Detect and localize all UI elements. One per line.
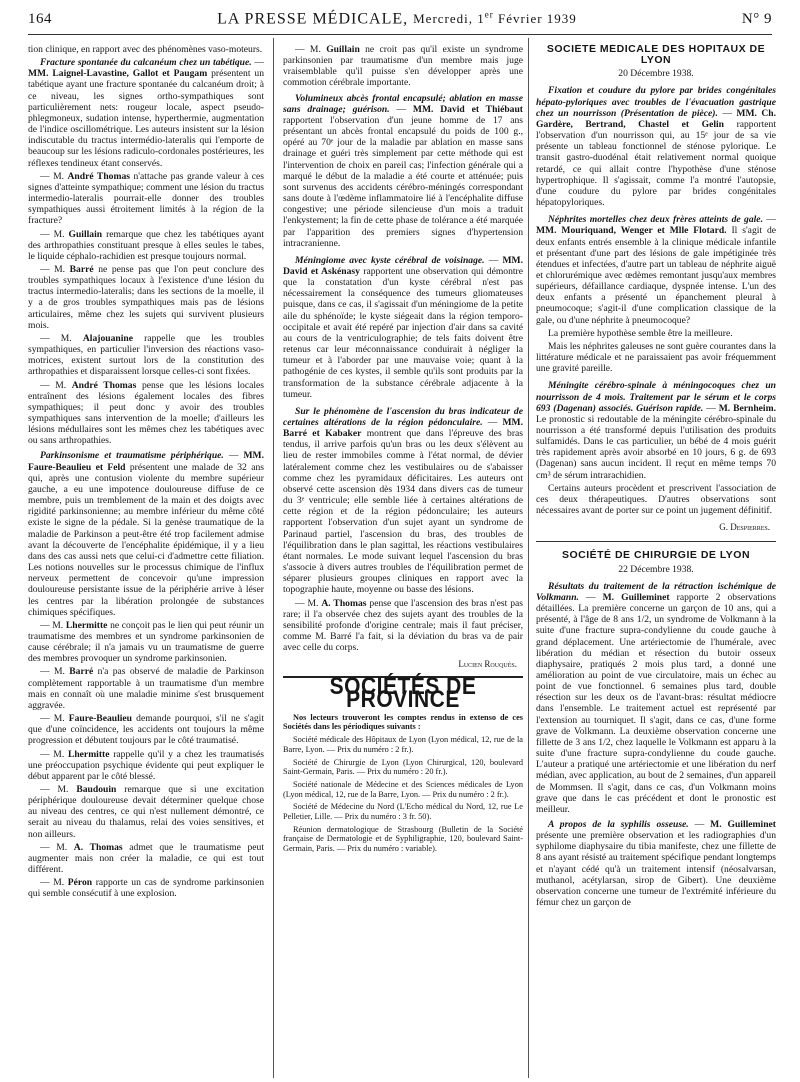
article-title: Néphrites mortelles chez deux frères atteints de gale. bbox=[548, 214, 763, 226]
discussion: — M. Guillain ne croit pas qu'il existe un syndrome parkinsonien par traumatisme d'un membre mais juge vraisemblable qu'il puisse s'en développer après une commotion cérébrale importante. bbox=[283, 44, 523, 89]
authors: MM. Barré et Kabaker bbox=[283, 417, 523, 440]
discussion: — M. Lhermitte ne conçoit pas le lien qui peut réunir un traumatisme des membres et un syndrome parkinsonien de cause cérébrale; il n'a jamais vu un traumatisme de guerre des membres provoquer un syndrome parkinsonien. bbox=[28, 619, 264, 665]
periodical-entry: Société médicale des Hôpitaux de Lyon (Lyon médical, 12, rue de la Barre, Lyon. — Prix du numéro : 2 fr.). bbox=[283, 735, 523, 754]
article-title: Fracture spontanée du calcanéum chez un tabétique. bbox=[40, 57, 252, 69]
discussion-text: remarque que chez les tabétiques ayant des arthropathies constituant presque à elles seules le tabes, le liquide céphalo-rachidien est presque toujours normal. bbox=[28, 228, 264, 262]
paragraph: tion clinique, en rapport avec des phénomènes vaso-moteurs. bbox=[28, 44, 263, 55]
authors: M. Guilleminet bbox=[602, 591, 670, 603]
authors: MM. Faure-Beaulieu et Feld bbox=[28, 450, 264, 473]
notice: Nos lecteurs trouveront les comptes rendus in extenso de ces Sociétés dans les périodiques suivants : bbox=[283, 712, 523, 732]
date-sup: er bbox=[484, 10, 494, 20]
article-title: A propos de la syphilis osseuse. bbox=[548, 819, 689, 830]
article-text: rapporte 2 observations détaillées. La première concerne un garçon de 10 ans, qui a présenté, à l'âge de 8 ans 1/2, un syndrome de Volkmann à la suite d'une fracture supra-condylienne du coude gauche à grand déplacement. Une artériectomie de l'humérale, avec libération du médian et résection du butoir osseux diaphysaire, pratiqués 2 mois plus tard, a donné une amélioration au point de vue circulatoire, mais un échec au point de vue fonctionnel. 6 semaines plus tard, double résection sur les deux os de l'avant-bras: résultat médiocre dans l'ensemble. Le traitement actuel est représenté par l'extension au tourniquet. Il s'agit, dans ce cas, d'une forme grave de Volkmann. La deuxième observation concerne une fillette de 3 ans 1/2, chez laquelle le Volkmann est apparu à la suite d'une fracture supra-condylienne du coude gauche. L'auteur a pratiqué une artériectomie et une libération du nerf médian, avec application, au bout de 2 semaines, d'un appareil de Mommsen. Il s'agit, dans ce cas, d'un Volkmann moins grave que dans le cas précédent et dont le pronostic est meilleur. bbox=[536, 591, 776, 815]
article: A propos de la syphilis osseuse. — M. Guilleminet présente une première observation et les radiographies d'un syphilome diaphysaire du tibia manifeste, chez une fillette de 8 ans ayant résisté au traitement spécifique pendant longtemps et n'ayant cédé qu'à un traitement intensif (néosalvarsan, muthanol, acétylarsan, sirop de Gibert). Une deuxième observation concerne une tumeur de l'extrémité inférieure du fémur chez un garçon de bbox=[536, 819, 776, 909]
column-divider-2 bbox=[528, 38, 529, 1078]
article: Parkinsonisme et traumatisme périphérique. — MM. Faure-Beaulieu et Feld présentent une malade de 32 ans qui, après une contusion violente du membre supérieur gauche, a eu une impotence douloureuse diffuse de ce membre, puis un tremblement de la main et des doigts avec rigidité parkinsonienne; au membre inférieur du même côté existe le signe de la pédale. Si la genèse traumatique de la maladie de Parkinson a peut-être été trop facilement admise avant la découverte de l'encéphalite épidémique, il y a lieu dans des cas aussi nets que celui-ci d'admettre cette filiation. Les notions nouvelles sur le processus chimique de l'influx nerveux permettent de concevoir qu'une impression douloureuse persistante issue de la périphérie arrive à léser les centres par la libération prolongée de substances chimiques spécifiques. bbox=[28, 450, 264, 618]
issue-date bbox=[413, 11, 577, 26]
discussion: — M. A. Thomas admet que le traumatisme peut augmenter mais non créer la maladie, ce qui est tout différent. bbox=[28, 841, 264, 876]
discussion-text: n'a pas observé de maladie de Parkinson complètement rapportable à un traumatisme d'un membre mais en connaît où une maladie minime s'est brusquement aggravée. bbox=[28, 666, 264, 711]
discussion: — M. Faure-Beaulieu demande pourquoi, s'il ne s'agit que d'une coïncidence, les accidents ont toujours la même progression et débutent toujours par le côté traumatisé. bbox=[28, 713, 264, 747]
authors: MM. Laignel-Lavastine, Gallot et Paugam bbox=[28, 68, 208, 80]
article: Résultats du traitement de la rétraction ischémique de Volkmann. — M. Guilleminet rapporte 2 observations détaillées. La première concerne un garçon de 10 ans, qui a présenté, à l'âge de 8 ans 1/2, un syndrome de Volkmann à la suite d'une fracture supra-condylienne du coude gauche à grand déplacement. Une artériectomie de l'humérale, avec libération du médian et résection du butoir osseux diaphysaire, pratiqués 2 mois plus tard, a donné une amélioration au point de vue circulatoire, mais un échec au point de vue fonctionnel. 6 semaines plus tard, double résection sur les deux os de l'avant-bras: résultat médiocre dans l'ensemble. Le traitement actuel est représenté par l'extension au tourniquet. Il s'agit, dans ce cas, d'une forme grave de Volkmann. La deuxième observation concerne une fillette de 3 ans 1/2, chez laquelle le Volkmann est apparu à la suite d'une fracture supra-condylienne du coude gauche. L'auteur a pratiqué une artériectomie et une libération du nerf médian, avec application, au bout de 2 semaines, d'un appareil de Mommsen. Il s'agit, dans ce cas, d'un Volkmann moins grave que dans le cas précédent et dont le pronostic est meilleur. bbox=[536, 580, 776, 815]
authors: MM. David et Thiébaut bbox=[412, 103, 523, 115]
date-suffix: Février 1939 bbox=[493, 11, 577, 27]
periodical-entry: Société de Médecine du Nord (L'Echo médical du Nord, 12, rue Le Pelletier, Lille. — Prix du numéro : 3 fr. 50). bbox=[283, 802, 523, 822]
discussion: — M. A. Thomas pense que l'ascension des bras n'est pas rare; il l'a observée chez des sujets ayant des troubles de la sensibilité profonde d'origine centrale; mais il faut préciser, comme M. Barré l'a fait, si la déviation du bras va de pair avec celle du corps. bbox=[283, 597, 523, 654]
page-number: 164 bbox=[28, 11, 52, 28]
article-title: Volumineux abcès frontal encapsulé; ablation en masse sans drainage; guérison. bbox=[283, 92, 523, 115]
article: Volumineux abcès frontal encapsulé; ablation en masse sans drainage; guérison. — MM. David et Thiébaut rapportent l'observation d'un jeune homme de 17 ans présentant un abcès frontal encapsulé du poids de 100 g., opéré au 70ᵉ jour de la maladie par ablation en masse sans drainage et guéri très simplement par cette méthode qui est l'intervention de choix en pareil cas; l'infection générale qui a marqué le début de la maladie a été courte et atténuée; puis sont survenus des accidents cérébro-méningés correspondant sans doute à l'œdème inflammatoire lié à l'encéphalite diffuse congestive; une période silencieuse d'un mois a traduit l'enkystement; la fin de cette phase de tolérance a été marquée par l'apparition des premiers signes d'hypertension intracranienne. bbox=[283, 92, 523, 249]
provincial-periodicals bbox=[283, 713, 523, 854]
discussion: — M. Barré ne pense pas que l'on peut conclure des troubles sympathiques locaux à l'existence d'une lésion du tractus intermedio-lateralis; dans les sections de la moelle, il y a de gros troubles sympathiques mais pas de lésions articulaires, même chez les sujets qui survivent plusieurs mois. bbox=[28, 263, 264, 331]
article-text: Il s'agit de deux enfants entrés ensemble à la clinique médicale infantile et présentant d'une part des lésions de gale impétiginée très étendues et infectées, d'autre part un tableau de néphrite aiguë et chlorurémique avec œdèmes remontant jusqu'aux membres supérieurs, défaillance cardiaque, dyspnée intense. L'un des deux enfants a présenté un épanchement pleural à pneumocoque; s'agit-il d'une complication classique de la gale, ou d'une néphrite à pneumocoque? bbox=[536, 225, 776, 326]
article-text: rapportent une observation qui démontre que la constatation d'un kyste cérébral n'est pas nécessairement la conséquence des tumeurs gliomateuses puisque, dans ce cas, il s'agissait d'un méningiome de la petite aile du sphénoïde; le kyste siégeait dans la région temporo-occipitale et avait été repéré par injection d'air dans sa cavité au cours de la ventriculographie; de tels faits doivent être retenus car leur méconnaissance conduirait à négliger la tumeur et à l'aborder par une mauvaise voie; quant à la pathogénie de ces kystes, il semble qu'ils sont produits par la transformation de la substance cérébrale adjacente à la tumeur. bbox=[283, 265, 523, 400]
discussion-text: rappelle qu'il y a chez les traumatisés une préoccupation psychique évidente qui peut expliquer le début apparent par le côté blessé. bbox=[28, 748, 264, 782]
discussion-text: ne pense pas que l'on peut conclure des troubles sympathiques locaux à l'existence d'une lésion du tractus intermedio-lateralis; dans les sections de la moelle, il y a de gros troubles sympathiques mais pas de lésions articulaires, même chez les sujets qui survivent plusieurs mois. bbox=[28, 263, 264, 331]
discussion: — M. André Thomas pense que les lésions locales entraînent des lésions également locales des fibres sympathiques; il peut donc y avoir des troubles sympathiques sans intervention de la moelle; d'ailleurs les lésions médullaires sont les mêmes chez les tabétiques avec ou sans arthropathies. bbox=[28, 379, 264, 447]
authors: M. Guilleminet bbox=[710, 819, 776, 830]
date-prefix: Mercredi, 1 bbox=[413, 11, 485, 27]
speaker: Péron bbox=[67, 877, 93, 889]
article-text: présentent un tabétique ayant une fracture spontanée du calcanéum droit; à ce niveau, les signes ortho-sympathiques sont particulièrement nets: rougeur locale, aspect pseudo-phlegmoneux, sudation intense, hyperthermie, augmentation de l'indice oscillométrique. Les auteurs insistent sur la lésion indiscutable du tractus intermédio-lateralis qui l'emporte de beaucoup sur les lésions radiculo-cordonales postérieures, les réflexes tendineux étant conservés. bbox=[28, 68, 264, 169]
article: Fracture spontanée du calcanéum chez un tabétique. — MM. Laignel-Lavastine, Gallot et Paugam présentent un tabétique ayant une fracture spontanée du calcanéum droit; à ce niveau, les signes ortho-sympathiques sont particulièrement nets: rougeur locale, aspect pseudo-phlegmoneux, sudation intense, hyperthermie, augmentation de l'indice oscillométrique. Les auteurs insistent sur la lésion indiscutable du tractus intermédio-lateralis qui l'emporte de beaucoup sur les lésions radiculo-cordonales postérieures, les réflexes tendineux étant conservés. bbox=[28, 57, 264, 169]
authors: MM. David et Askénasy bbox=[283, 254, 523, 277]
discussion: — M. Alajouanine rappelle que les troubles sympathiques, en particulier l'inversion des réactions vaso-motrices, existent surtout lors de la constitution des arthropathies et disparaissent lorsque celles-ci sont fixées. bbox=[28, 332, 264, 378]
discussion: — M. Guillain remarque que chez les tabétiques ayant des arthropathies constituant presque à elles seules le tabes, le liquide céphalo-rachidien est presque toujours normal. bbox=[28, 228, 264, 262]
speaker: Barré bbox=[69, 263, 94, 275]
article: Méningite cérébro-spinale à méningocoques chez un nourrisson de 4 mois. Traitement par le sérum et le corps 693 (Dagenan) associés. Guérison rapide. — M. Bernheim. Le pronostic si redoutable de la méningite cérébro-spinale du nourrisson a été transformé depuis l'utilisation des produits sulfamidés. Dans le cas particulier, un bébé de 4 mois guérit très rapidement après avoir absorbé en 10 jours, 6 g. de 693 (Dagenan) sans aucun incident. Il reçut en même temps 70 cm³ de sérum intrarachidien. bbox=[536, 380, 776, 481]
author-signature: G. Despierres. bbox=[719, 522, 770, 533]
speaker: A. Thomas bbox=[73, 841, 123, 853]
society-title: SOCIÉTÉ DE CHIRURGIE DE LYON bbox=[561, 549, 751, 562]
journal-title bbox=[217, 10, 577, 28]
column-1 bbox=[28, 44, 264, 1078]
column-2 bbox=[283, 44, 523, 1078]
society-title: SOCIÉTÉ MÉDICALE DES HOPITAUX DE LYON bbox=[546, 44, 766, 67]
speaker: Lhermitte bbox=[65, 619, 108, 631]
discussion-text: rappelle que les troubles sympathiques, en particulier l'inversion des réactions vaso-motrices, existent surtout lors de la constitution des arthropathies et disparaissent lorsque celles-ci sont fixées. bbox=[28, 332, 264, 378]
article: Néphrites mortelles chez deux frères atteints de gale. — MM. Mouriquand, Wenger et Mlle Flotard. Il s'agit de deux enfants entrés ensemble à la clinique médicale infantile et présentant d'une part des lésions de gale impétiginée très étendues et infectées, d'autre part un tableau de néphrite aiguë et chlorurémique avec œdèmes remontant jusqu'aux membres supérieurs, défaillance cardiaque, dyspnée intense. L'un des deux enfants a présenté un épanchement pleural à pneumocoque; s'agit-il d'une complication classique de la gale, ou d'une néphrite à pneumocoque? bbox=[536, 214, 776, 326]
speaker: Alajouanine bbox=[82, 332, 133, 344]
page-header bbox=[28, 10, 772, 32]
society-date: 20 Décembre 1938. bbox=[618, 68, 694, 80]
article-title: Sur le phénomène de l'ascension du bras indicateur de certaines altérations de la région pédonculaire. bbox=[283, 405, 523, 428]
speaker: Guillain bbox=[326, 44, 360, 55]
discussion-text: n'attache pas grande valeur à ces signes d'atteinte sympathique; comment une lésion du tractus intermedio-lateralis pourrait-elle donner des troubles sympathiques aussi étroitement limités à la région de la fracture? bbox=[28, 170, 264, 227]
section-rule bbox=[536, 541, 776, 542]
periodical-entry: Réunion dermatologique de Strasbourg (Bulletin de la Société française de Dermatologie et de Syphiligraphie, 120, boulevard Saint-Germain, Paris. — Prix du numéro : variable). bbox=[283, 824, 523, 854]
article-title: Parkinsonisme et traumatisme périphérique. bbox=[40, 450, 224, 462]
speaker: Lhermitte bbox=[67, 748, 110, 760]
article-text: Le pronostic si redoutable de la méningite cérébro-spinale du nourrisson a été transformé depuis l'utilisation des produits sulfamidés. Dans le cas particulier, un bébé de 4 mois guérit très rapidement après avoir absorbé en 10 jours, 6 g. de 693 (Dagenan) sans aucun incident. Il reçut en même temps 70 cm³ de sérum intrarachidien. bbox=[536, 413, 776, 481]
discussion-text: demande pourquoi, s'il ne s'agit que d'une coïncidence, les accidents ont toujours la même progression et débutent toujours par le côté traumatisé. bbox=[28, 713, 264, 747]
speaker: Faure-Beaulieu bbox=[68, 713, 133, 725]
speaker: André Thomas bbox=[67, 170, 130, 182]
article-text: rapportent l'observation d'un jeune homme de 17 ans présentant un abcès frontal encapsulé du poids de 100 g., opéré au 70ᵉ jour de la maladie par ablation en masse sans drainage et guéri très simplement par cette méthode qui est l'intervention de choix en pareil cas; l'infection générale qui a marqué le début de la maladie a été courte et atténuée; puis sont survenus des accidents cérébro-méningés correspondant sans doute à l'œdème inflammatoire lié à l'encéphalite diffuse congestive; une période silencieuse d'un mois a traduit l'enkystement; la fin de cette phase de tolérance a été marquée par l'apparition des premiers signes d'hypertension intracranienne. bbox=[283, 114, 523, 249]
paragraph: Certains auteurs procèdent et prescrivent l'association de ces deux thérapeutiques. D'autres observations sont nécessaires avant de porter sur ce point un jugement définitif. bbox=[536, 482, 776, 517]
authors: MM. Mouriquand, Wenger et Mlle Flotard. bbox=[536, 225, 727, 237]
speaker: Baudouin bbox=[76, 784, 117, 795]
discussion-text: pense que l'ascension des bras n'est pas rare; il l'a observée chez des sujets ayant des troubles de la sensibilité profonde d'origine centrale; mais il faut préciser, comme M. Barré l'a fait, si la déviation du bras va de pair avec celle du corps. bbox=[283, 597, 523, 654]
discussion: — M. André Thomas n'attache pas grande valeur à ces signes d'atteinte sympathique; comment une lésion du tractus intermedio-lateralis pourrait-elle donner des troubles sympathiques aussi étroitement limités à la région de la fracture? bbox=[28, 170, 264, 227]
periodical-entry: Société de Chirurgie de Lyon (Lyon Chirurgical, 120, boulevard Saint-Germain, Paris. — Prix du numéro : 20 fr.). bbox=[283, 757, 523, 777]
issue-number: N° 9 bbox=[741, 11, 772, 28]
discussion-text: pense que les lésions locales entraînent des lésions également locales des fibres sympathiques; il peut donc y avoir des troubles sympathiques sans intervention de la moelle; d'ailleurs les lésions médullaires sont les mêmes chez les tabétiques avec ou sans arthropathies. bbox=[28, 379, 264, 447]
article-text: présente une première observation et les radiographies d'un syphilome diaphysaire du tibia manifeste, chez une fillette de 8 ans ayant résisté au traitement spécifique pendant longtemps et n'ayant cédé qu'à un traitement intensif (néosalvarsan, muthanol, acétylarsan, sirop de Gibert). Une deuxième observation concerne une tumeur de l'extrémité inférieure du fémur chez un garçon de bbox=[536, 830, 776, 909]
section-title: SOCIÉTÉS DE PROVINCE bbox=[329, 673, 477, 714]
discussion: — M. Barré n'a pas observé de maladie de Parkinson complètement rapportable à un traumatisme d'un membre mais en connaît où une maladie minime s'est brusquement aggravée. bbox=[28, 666, 264, 711]
discussion-text: ne conçoit pas le lien qui peut réunir un traumatisme des membres et un syndrome parkinsonien de cause cérébrale; il n'a jamais vu un traumatisme de guerre des membres provoquer un syndrome parkinsonien. bbox=[28, 619, 264, 665]
article-text: montrent que dans l'épreuve des bras tendus, il arrive parfois qu'un bras ou les deux s'élèvent au lieu de rester immobiles comme à l'état normal, de dévier latéralement comme chez les vestibulaires ou de s'abaisser comme chez les pyramidaux déficitaires. Les auteurs ont observé cette ascension dès 1934 dans divers cas de tumeur du 3ᵉ ventricule; elle semble liée à certaines altérations de cette région et de la région pédonculaire; les auteurs rapportent l'observation d'un sujet ayant un syndrome de Parinaud partiel, l'ascension du bras, des troubles de l'équilibration dans le plan sagittal, les réactions vestibulaires étant normales. Le mode suivant lequel l'ascension du bras s'associe à divers autres troubles de l'équilibration permet de séparer plusieurs groupes cliniques en rapport avec la topographie haute, moyenne ou basse des lésions. bbox=[283, 428, 523, 596]
paragraph: La première hypothèse semble être la meilleure. bbox=[548, 327, 733, 339]
article: Fixation et coudure du pylore par brides congénitales hépato-pyloriques avec troubles de l'évacuation gastrique chez un nourrisson (Présentation de pièce). — MM. Ch. Gardère, Bertrand, Chastel et Gelin rapportent l'observation d'un nourrisson qui, au 15ᵉ jour de sa vie présente un tableau fonctionnel de sténose pylorique. Le transit gastro-duodénal était relativement normal quoique retardé, ce qui allait contre l'hypothèse d'une sténose hypertrophique. Il s'agissait, comme l'a montré l'autopsie, d'une coudure du pylore par brides congénitales hépatopyloriques. bbox=[536, 85, 776, 209]
article-title: Méningite cérébro-spinale à méningocoques chez un nourrisson de 4 mois. Traitement par le sérum et le corps 693 (Dagenan) associés. Guérison rapide. bbox=[536, 380, 776, 414]
discussion-text: admet que le traumatisme peut augmenter mais non créer la maladie, ce qui est tout différent. bbox=[28, 841, 264, 876]
paragraph: Mais les néphrites galeuses ne sont guère courantes dans la littérature médicale et ne paraissaient pas avoir fréquemment une gravité pareille. bbox=[536, 340, 776, 375]
authors: MM. Ch. Gardère, Bertrand, Chastel et Gelin bbox=[536, 107, 776, 130]
author-signature: Lucien Rouquès. bbox=[458, 659, 517, 670]
speaker: A. Thomas bbox=[321, 597, 367, 609]
periodical-entry: Société nationale de Médecine et des Sciences médicales de Lyon (Lyon médical, 12, rue de la Barre, Lyon. — Prix du numéro : 2 fr.). bbox=[283, 779, 523, 799]
discussion-text: remarque que si une excitation périphérique douloureuse devait déterminer quelque chose au niveau des centres, ce qui n'est nullement démontré, ce serait au niveau du thalamus, relai des voies sensitives, et non ailleurs. bbox=[28, 784, 264, 840]
column-3 bbox=[536, 44, 776, 1078]
article-text: rapportent l'observation d'un nourrisson qui, au 15ᵉ jour de sa vie présente un tableau fonctionnel de sténose pylorique. Le transit gastro-duodénal était relativement normal quoique retardé, ce qui allait contre l'hypothèse d'une sténose hypertrophique. Il s'agissait, comme l'a montré l'autopsie, d'une coudure du pylore par brides congénitales hépatopyloriques. bbox=[536, 118, 776, 209]
discussion: — M. Baudouin remarque que si une excitation périphérique douloureuse devait déterminer quelque chose au niveau des centres, ce qui n'est nullement démontré, ce serait au niveau du thalamus, relai des voies sensitives, et non ailleurs. bbox=[28, 784, 264, 840]
article-title: Méningiome avec kyste cérébral de voisinage. bbox=[295, 254, 485, 266]
speaker: André Thomas bbox=[71, 379, 137, 391]
article: Sur le phénomène de l'ascension du bras indicateur de certaines altérations de la région pédonculaire. — MM. Barré et Kabaker montrent que dans l'épreuve des bras tendus, il arrive parfois qu'un bras ou les deux s'élèvent au lieu de rester immobiles comme à l'état normal, de dévier latéralement comme chez les vestibulaires ou de s'abaisser comme chez les pyramidaux déficitaires. Les auteurs ont observé cette ascension dès 1934 dans divers cas de tumeur du 3ᵉ ventricule; elle semble liée à certaines altérations de cette région et de la région pédonculaire; les auteurs rapportent l'observation d'un sujet ayant un syndrome de Parinaud partiel, l'ascension du bras, des troubles de l'équilibration dans le plan sagittal, les réactions vestibulaires étant normales. Le mode suivant lequel l'ascension du bras s'associe à divers autres troubles de l'équilibration permet de séparer plusieurs groupes cliniques en rapport avec la topographie haute, moyenne ou basse des lésions. bbox=[283, 405, 523, 596]
discussion: — M. Péron rapporte un cas de syndrome parkinsonien qui semble consécutif à une explosion. bbox=[28, 877, 264, 900]
header-rule bbox=[28, 34, 772, 35]
article: Méningiome avec kyste cérébral de voisinage. — MM. David et Askénasy rapportent une observation qui démontre que la constatation d'un kyste cérébral n'est pas nécessairement la conséquence des tumeurs gliomateuses puisque, dans ce cas, il s'agissait d'un méningiome de la petite aile du sphénoïde; le kyste siégeait dans la région temporo-occipitale et avait été repéré par injection d'air dans sa cavité au cours de la ventriculographie; de tels faits doivent être retenus car leur méconnaissance conduirait à négliger la tumeur et à l'aborder par une mauvaise voie; quant à la pathogénie de ces kystes, il semble qu'ils sont produits par la transformation de la substance cérébrale adjacente à la tumeur. bbox=[283, 254, 523, 400]
discussion-text: ne croit pas qu'il existe un syndrome parkinsonien par traumatisme d'un membre mais juge vraisemblable qu'il puisse s'en développer après une commotion cérébrale importante. bbox=[283, 44, 523, 89]
column-divider-1 bbox=[273, 38, 274, 1078]
discussion-text: rapporte un cas de syndrome parkinsonien qui semble consécutif à une explosion. bbox=[28, 877, 264, 900]
article-text: présentent une malade de 32 ans qui, après une contusion violente du membre supérieur gauche, a eu une impotence douloureuse diffuse de ce membre, puis un tremblement de la main et des doigts avec rigidité parkinsonienne; au membre inférieur du même côté existe le signe de la pédale. Si la genèse traumatique de la maladie de Parkinson a peut-être été trop facilement admise avant la découverte de l'encéphalite épidémique, il y a lieu dans des cas aussi nets que celui-ci d'admettre cette filiation. Les notions nouvelles sur le processus chimique de l'influx nerveux permettent de concevoir qu'une impression douloureuse persistante issue de la périphérie arrive à léser les centres par la libération prolongée de substances chimiques spécifiques. bbox=[28, 461, 264, 618]
speaker: Guillain bbox=[68, 228, 103, 240]
society-date: 22 Décembre 1938. bbox=[618, 563, 694, 575]
speaker: Barré bbox=[69, 666, 94, 678]
article-title: Fixation et coudure du pylore par brides congénitales hépato-pyloriques avec troubles de l'évacuation gastrique chez un nourrisson (Présentation de pièce). bbox=[536, 85, 776, 119]
authors: M. Bernheim. bbox=[718, 402, 776, 414]
discussion: — M. Lhermitte rappelle qu'il y a chez les traumatisés une préoccupation psychique évidente qui peut expliquer le début apparent par le côté blessé. bbox=[28, 748, 264, 782]
journal-name: LA PRESSE MÉDICALE, bbox=[217, 10, 409, 28]
article-title: Résultats du traitement de la rétraction ischémique de Volkmann. bbox=[536, 580, 776, 603]
